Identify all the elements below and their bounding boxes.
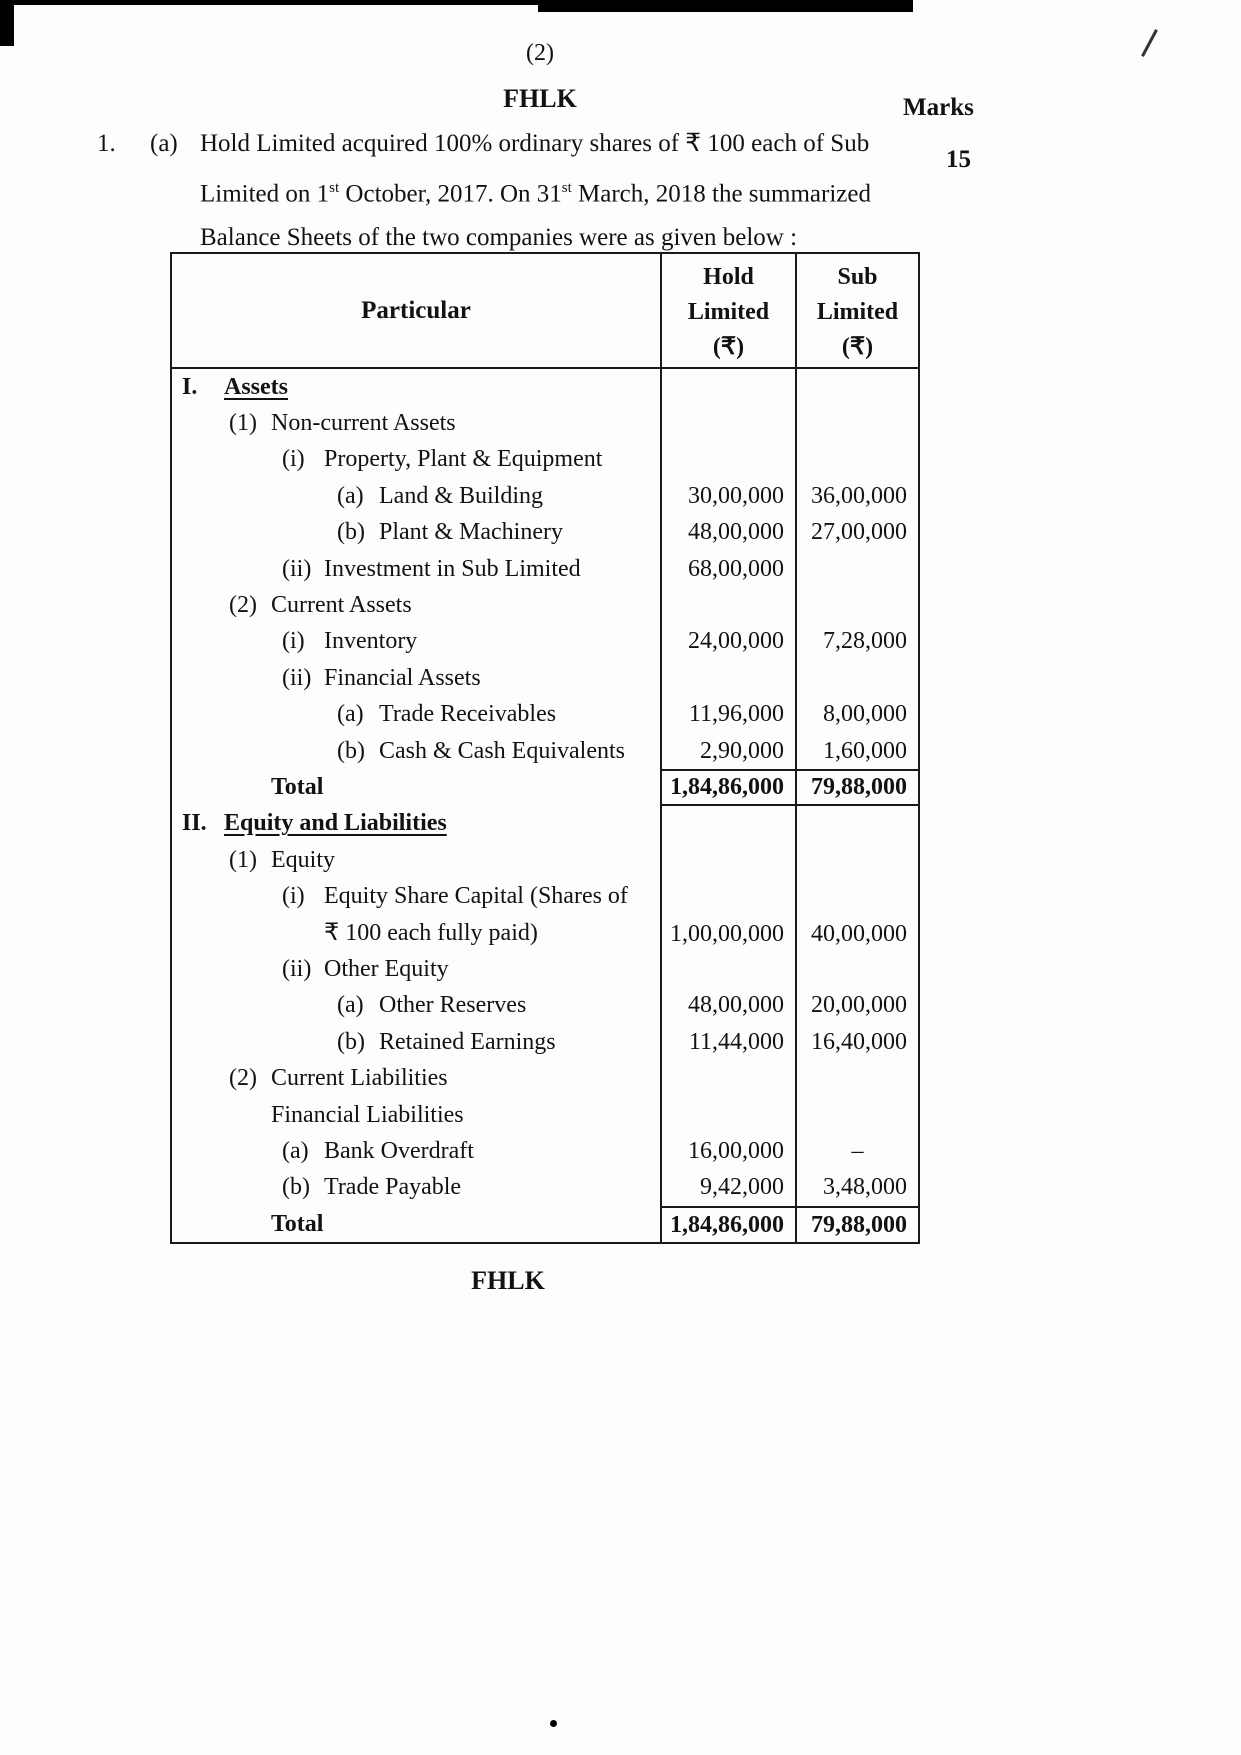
sub-value	[795, 660, 918, 696]
table-row	[172, 878, 918, 951]
sub-value	[795, 369, 918, 405]
hold-value	[660, 369, 795, 405]
hold-value: 9,42,000	[660, 1170, 795, 1206]
paper-code-footer: FHLK	[471, 1266, 545, 1295]
hold-value: 48,00,000	[660, 515, 795, 551]
table-row	[172, 733, 918, 769]
question-text	[200, 122, 920, 260]
row-label: Bank Overdraft	[324, 1137, 474, 1164]
sub-value: –	[795, 1133, 918, 1169]
row-number: (1)	[229, 846, 257, 873]
row-number: (ii)	[282, 955, 312, 982]
row-label: Plant & Machinery	[379, 519, 563, 546]
table-row	[172, 1060, 918, 1096]
row-number: (b)	[282, 1174, 310, 1201]
row-label: Land & Building	[379, 482, 543, 509]
hold-value	[660, 660, 795, 696]
sub-value: 40,00,000	[795, 878, 918, 951]
sub-value: 36,00,000	[795, 478, 918, 514]
row-label: Retained Earnings	[379, 1028, 556, 1055]
hold-value	[660, 842, 795, 878]
sub-value	[795, 1060, 918, 1096]
hold-value	[660, 1097, 795, 1133]
sub-value	[795, 806, 918, 842]
table-row	[172, 697, 918, 733]
row-label: Trade Payable	[324, 1174, 462, 1201]
table-row	[172, 624, 918, 660]
sub-value: 20,00,000	[795, 988, 918, 1024]
row-number: (2)	[229, 1065, 257, 1092]
table-row	[172, 842, 918, 878]
row-label: Total	[271, 773, 324, 800]
row-label: Property, Plant & Equipment	[324, 446, 603, 473]
row-number: (a)	[337, 701, 364, 728]
row-label: Current Assets	[271, 592, 412, 619]
table-row	[172, 551, 918, 587]
row-label: Cash & Cash Equivalents	[379, 737, 625, 764]
row-label: Equity Share Capital (Shares of ₹ 100 each fully paid)	[324, 883, 628, 946]
sub-value	[795, 405, 918, 441]
sub-value: 79,88,000	[795, 1206, 918, 1242]
table-row	[172, 442, 918, 478]
sub-value	[795, 442, 918, 478]
row-label: Investment in Sub Limited	[324, 555, 581, 582]
table-row	[172, 660, 918, 696]
hold-value	[660, 405, 795, 441]
scan-artifact-topbar	[538, 0, 913, 12]
row-number: (b)	[337, 519, 365, 546]
table-body	[172, 369, 918, 1242]
row-number: (ii)	[282, 555, 312, 582]
row-label: Trade Receivables	[379, 701, 557, 728]
sub-value: 79,88,000	[795, 769, 918, 805]
sub-value	[795, 551, 918, 587]
table-row	[172, 1133, 918, 1169]
hold-value	[660, 806, 795, 842]
paper-code-header: FHLK	[503, 84, 577, 113]
hold-value: 24,00,000	[660, 624, 795, 660]
table-row	[172, 988, 918, 1024]
hold-value: 1,00,00,000	[660, 878, 795, 951]
row-number: (i)	[282, 883, 305, 910]
sub-value: 7,28,000	[795, 624, 918, 660]
table-row	[172, 951, 918, 987]
hold-value: 2,90,000	[660, 733, 795, 769]
row-label: Financial Liabilities	[271, 1101, 464, 1128]
table-row	[172, 1097, 918, 1133]
row-label: Other Reserves	[379, 992, 527, 1019]
question-line-1: Hold Limited acquired 100% ordinary shares of ₹ 100 each of Sub	[200, 130, 870, 157]
header-hold-limited: Hold Limited (₹)	[660, 254, 795, 367]
row-number: (1)	[229, 410, 257, 437]
hold-value: 68,00,000	[660, 551, 795, 587]
row-label: Inventory	[324, 628, 418, 655]
table-row	[172, 515, 918, 551]
sub-value: 1,60,000	[795, 733, 918, 769]
header-sub-limited: Sub Limited (₹)	[795, 254, 918, 367]
sub-value: 3,48,000	[795, 1170, 918, 1206]
sub-value: 16,40,000	[795, 1024, 918, 1060]
row-number: (i)	[282, 446, 305, 473]
hold-value	[660, 442, 795, 478]
hold-value: 1,84,86,000	[660, 769, 795, 805]
row-number: (ii)	[282, 664, 312, 691]
sub-value	[795, 951, 918, 987]
table-row	[172, 769, 918, 805]
row-number: (a)	[282, 1137, 309, 1164]
question-line-3: Balance Sheets of the two companies were as given below :	[200, 224, 798, 252]
row-number: I.	[182, 373, 198, 400]
row-label: Total	[271, 1210, 324, 1237]
hold-value: 11,44,000	[660, 1024, 795, 1060]
header-particular: Particular	[361, 296, 471, 324]
table-row	[172, 1170, 918, 1206]
marks-label: Marks	[903, 94, 974, 121]
sub-value	[795, 842, 918, 878]
table-row	[172, 405, 918, 441]
hold-value	[660, 587, 795, 623]
marks-value: 15	[946, 146, 971, 173]
hold-value: 16,00,000	[660, 1133, 795, 1169]
table-row	[172, 478, 918, 514]
row-number: (a)	[337, 992, 364, 1019]
hold-value: 48,00,000	[660, 988, 795, 1024]
row-label: Financial Assets	[324, 664, 481, 691]
row-number: (b)	[337, 737, 365, 764]
row-number: (2)	[229, 592, 257, 619]
hold-value	[660, 951, 795, 987]
table-row	[172, 1206, 918, 1242]
sub-value: 8,00,000	[795, 697, 918, 733]
sub-value: 27,00,000	[795, 515, 918, 551]
row-number: II.	[182, 810, 207, 837]
question-line-2: Limited on 1st October, 2017. On 31st March, 2018 the summarized	[200, 180, 871, 208]
table-header-row	[172, 254, 918, 369]
question-part: (a)	[150, 130, 178, 157]
row-label: Other Equity	[324, 955, 449, 982]
page-number: (2)	[526, 40, 554, 66]
sub-value	[795, 587, 918, 623]
table-row	[172, 587, 918, 623]
row-number: (a)	[337, 482, 364, 509]
table-row	[172, 806, 918, 842]
question-number: 1.	[97, 130, 116, 157]
row-label: Current Liabilities	[271, 1065, 448, 1092]
table-row	[172, 369, 918, 405]
row-label: Assets	[224, 373, 288, 400]
row-label: Non-current Assets	[271, 410, 456, 437]
row-number: (b)	[337, 1028, 365, 1055]
row-label: Equity	[271, 846, 335, 873]
hold-value: 11,96,000	[660, 697, 795, 733]
hold-value	[660, 1060, 795, 1096]
hold-value: 1,84,86,000	[660, 1206, 795, 1242]
row-number: (i)	[282, 628, 305, 655]
scan-artifact-dot	[550, 1720, 557, 1727]
row-label: Equity and Liabilities	[224, 810, 447, 837]
scan-artifact-scratch	[1141, 29, 1158, 57]
table-row	[172, 1024, 918, 1060]
hold-value: 30,00,000	[660, 478, 795, 514]
balance-sheet-table	[170, 252, 920, 1244]
sub-value	[795, 1097, 918, 1133]
